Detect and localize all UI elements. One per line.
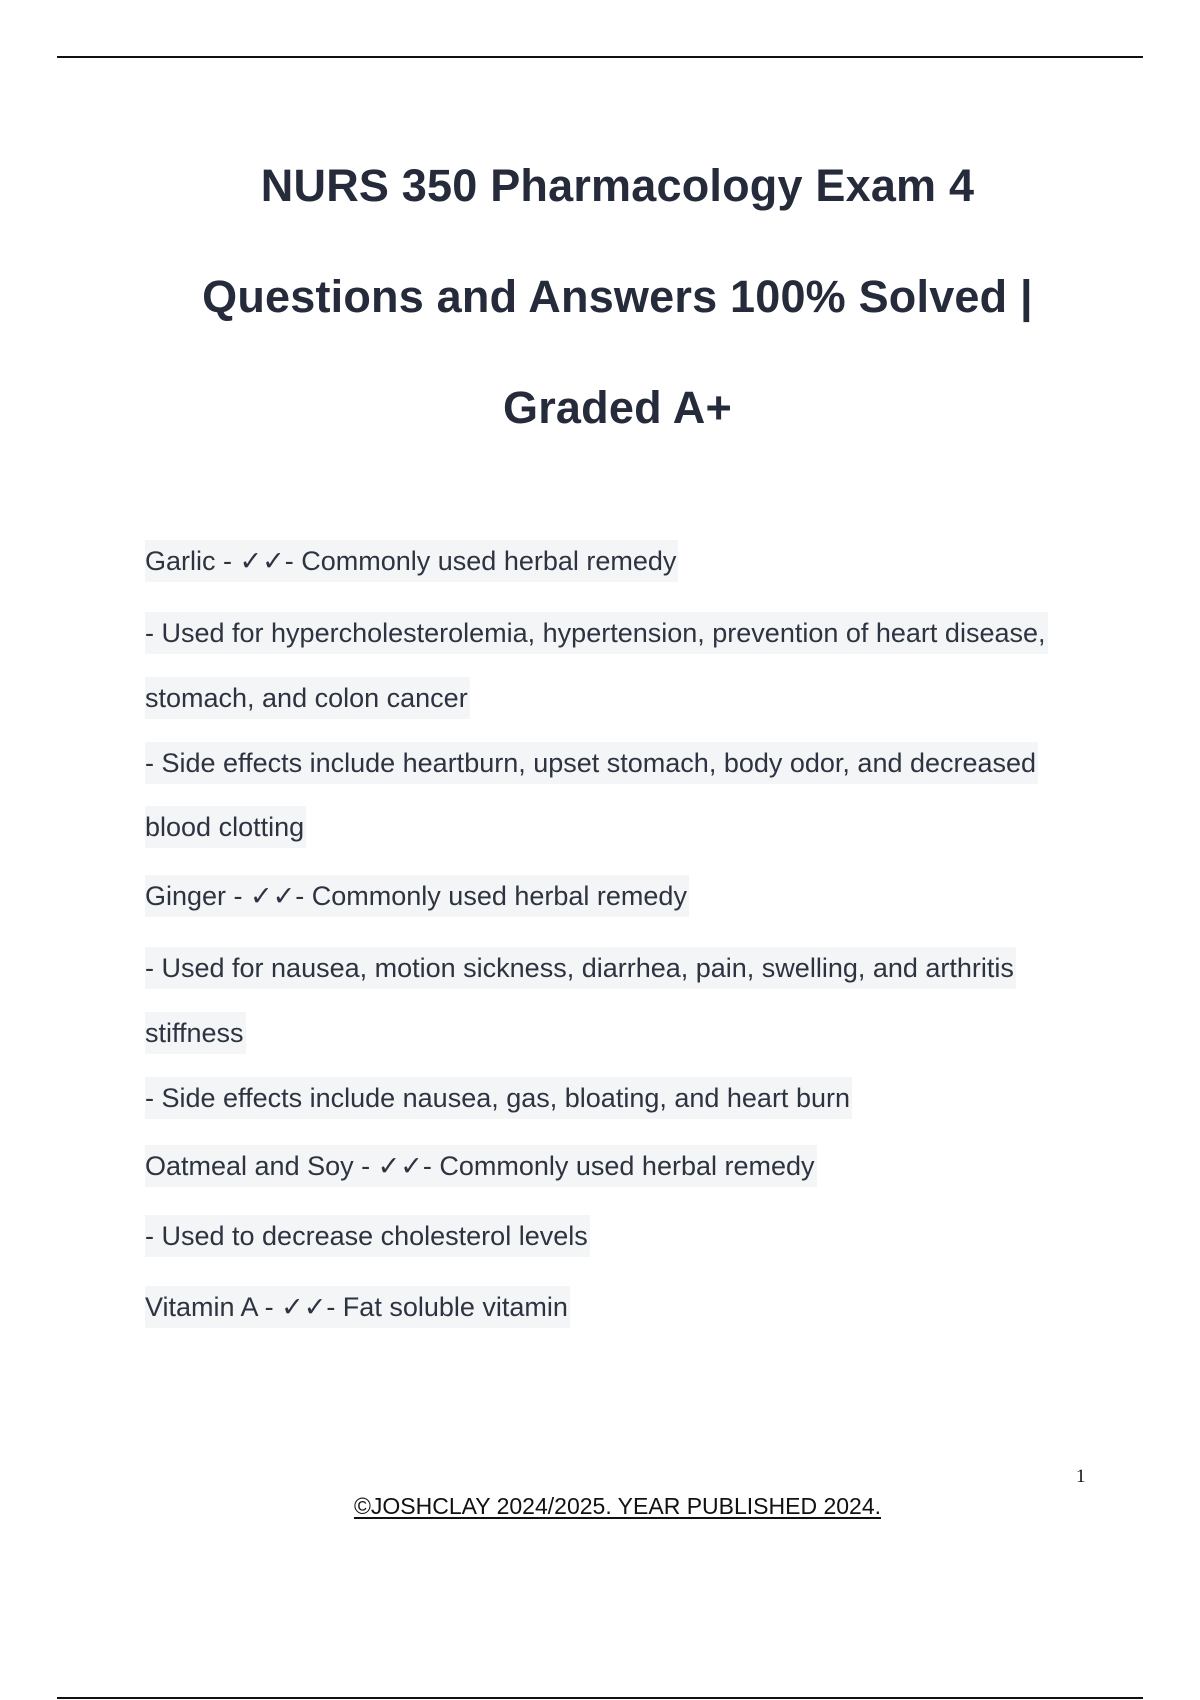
entry-line — [145, 1012, 246, 1054]
garlic-side-effects-line-cont: blood clotting — [145, 806, 306, 848]
title-line-3: Graded A+ — [503, 382, 732, 433]
entry-line — [145, 1286, 570, 1328]
footer — [0, 1493, 1200, 1520]
vitamin-a-term-line: Vitamin A - ✓✓- Fat soluble vitamin — [145, 1286, 570, 1328]
ginger-uses-line: - Used for nausea, motion sickness, diarrhea, pain, swelling, and arthritis — [145, 947, 1016, 989]
document-title — [0, 130, 1200, 463]
title-line-2: Questions and Answers 100% Solved | — [202, 271, 1033, 322]
entry-line — [145, 1145, 817, 1187]
garlic-term-line: Garlic - ✓✓- Commonly used herbal remedy — [145, 540, 678, 582]
ginger-term-line: Ginger - ✓✓- Commonly used herbal remedy — [145, 875, 689, 917]
entry-line — [145, 875, 689, 917]
title-line-1: NURS 350 Pharmacology Exam 4 — [260, 160, 975, 211]
entry-line — [145, 806, 306, 848]
entry-line — [145, 540, 678, 582]
garlic-side-effects-line: - Side effects include heartburn, upset stomach, body odor, and decreased — [145, 742, 1038, 784]
ginger-uses-line-cont: stiffness — [145, 1012, 246, 1054]
garlic-uses-line-cont: stomach, and colon cancer — [145, 677, 470, 719]
oatmeal-soy-term-line: Oatmeal and Soy - ✓✓- Commonly used herbal remedy — [145, 1145, 817, 1187]
entry-line — [145, 612, 1048, 654]
page-number: 1 — [1076, 1466, 1086, 1487]
garlic-uses-line: - Used for hypercholesterolemia, hypertension, prevention of heart disease, — [145, 612, 1048, 654]
entry-line — [145, 947, 1016, 989]
entry-line — [145, 677, 470, 719]
entry-line — [145, 742, 1038, 784]
ginger-side-effects-line: - Side effects include nausea, gas, bloating, and heart burn — [145, 1077, 852, 1119]
top-rule — [57, 56, 1143, 58]
entry-line — [145, 1077, 852, 1119]
bottom-rule — [57, 1697, 1143, 1699]
copyright-footer: ©JOSHCLAY 2024/2025. YEAR PUBLISHED 2024. — [353, 1493, 882, 1519]
entry-line — [145, 1215, 590, 1257]
oatmeal-soy-uses-line: - Used to decrease cholesterol levels — [145, 1215, 590, 1257]
